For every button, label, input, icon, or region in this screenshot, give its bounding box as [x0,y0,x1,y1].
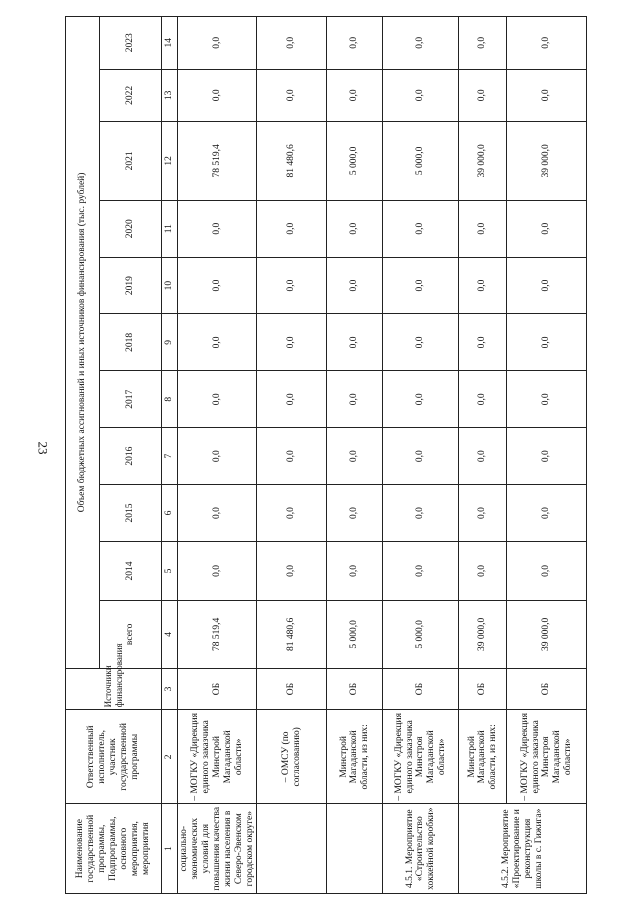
budget-table [65,16,587,894]
header-budget-title: Объем бюджетных ассигнований и иных источников финансирования (тыс. рублей) [66,17,100,669]
header-year: 2020 [100,200,162,257]
row-value: 0,0 [383,314,459,371]
header-year: 2017 [100,371,162,428]
row-name: 4.5.2. Мероприятие «Проектирование и реконструкция школы в с. Гижига» [459,804,587,894]
table-row [178,17,257,894]
row-value: 5 000,0 [383,600,459,668]
row-value: 0,0 [257,17,327,70]
row-value: 0,0 [178,257,257,314]
row-value: 81 480,6 [257,122,327,201]
row-value: 0,0 [507,541,587,600]
column-number: 5 [162,541,178,600]
header-year: 2014 [100,541,162,600]
header-executor: Ответственный исполнитель, участник государственной программы [66,710,162,804]
row-value: 0,0 [178,485,257,542]
row-source: ОБ [383,668,459,710]
header-year: 2022 [100,69,162,121]
row-name: 4.5.1. Мероприятие «Строительство хоккейной коробки» [383,804,459,894]
row-value: 0,0 [257,257,327,314]
row-value: 0,0 [507,314,587,371]
row-executor: Минстрой Магаданской области, из них: [459,710,507,804]
row-value: 0,0 [178,541,257,600]
row-value: 39 000,0 [459,122,507,201]
row-value: 0,0 [327,485,383,542]
row-value: 0,0 [507,17,587,70]
row-value: 5 000,0 [383,122,459,201]
column-number: 6 [162,485,178,542]
row-value: 0,0 [459,371,507,428]
row-value: 39 000,0 [507,600,587,668]
column-number: 13 [162,69,178,121]
row-value: 0,0 [507,200,587,257]
row-value: 0,0 [327,257,383,314]
row-value: 0,0 [459,69,507,121]
row-name [327,804,383,894]
row-value: 0,0 [383,17,459,70]
row-value: 0,0 [178,371,257,428]
row-executor: – МОГКУ «Дирекция единого заказчика Минстроя Магаданской области» [507,710,587,804]
row-executor: – ОМСУ (по согласованию) [257,710,327,804]
column-number: 7 [162,428,178,485]
row-source: ОБ [327,668,383,710]
row-value: 78 519,4 [178,122,257,201]
header-row-title [66,17,100,894]
table-row [383,17,459,894]
row-value: 39 000,0 [507,122,587,201]
row-value: 0,0 [257,314,327,371]
row-value: 0,0 [257,69,327,121]
row-value: 0,0 [383,69,459,121]
row-value: 0,0 [459,17,507,70]
row-value: 0,0 [327,371,383,428]
header-year: 2019 [100,257,162,314]
column-number: 8 [162,371,178,428]
column-number: 11 [162,200,178,257]
row-value: 0,0 [327,17,383,70]
header-year: 2015 [100,485,162,542]
row-value: 0,0 [459,314,507,371]
column-number: 1 [162,804,178,894]
header-source: Источники финансирования [66,668,162,710]
row-value: 0,0 [257,428,327,485]
row-value: 0,0 [327,428,383,485]
header-year: 2023 [100,17,162,70]
row-value: 0,0 [257,541,327,600]
table-row [507,17,587,894]
row-value: 0,0 [327,200,383,257]
row-value: 0,0 [257,371,327,428]
row-value: 0,0 [507,485,587,542]
row-executor: – МОГКУ «Дирекция единого заказчика Минстроя Магаданской области» [383,710,459,804]
row-value: 0,0 [178,314,257,371]
row-value: 0,0 [459,428,507,485]
table-row [327,17,383,894]
row-value: 0,0 [459,200,507,257]
row-value: 0,0 [383,485,459,542]
header-name: Наименование государственной программы, Подпрограммы, основного мероприятия, мероприятия [66,804,162,894]
row-value: 0,0 [327,541,383,600]
column-number: 3 [162,668,178,710]
row-value: 0,0 [459,541,507,600]
row-source: ОБ [257,668,327,710]
column-number: 14 [162,17,178,70]
row-value: 78 519,4 [178,600,257,668]
row-value: 0,0 [383,541,459,600]
row-executor: Минстрой Магаданской области, из них: [327,710,383,804]
row-value: 0,0 [178,200,257,257]
header-row-numbers [162,17,178,894]
row-name [257,804,327,894]
row-source: ОБ [178,668,257,710]
header-year: всего [100,600,162,668]
column-number: 9 [162,314,178,371]
table-row [257,17,327,894]
row-value: 0,0 [507,371,587,428]
column-number: 10 [162,257,178,314]
row-value: 0,0 [383,428,459,485]
row-value: 0,0 [459,485,507,542]
row-value: 0,0 [507,428,587,485]
row-value: 39 000,0 [459,600,507,668]
row-value: 5 000,0 [327,122,383,201]
column-number: 4 [162,600,178,668]
column-number: 12 [162,122,178,201]
row-value: 0,0 [383,371,459,428]
column-number: 2 [162,710,178,804]
row-value: 0,0 [178,428,257,485]
row-source: ОБ [459,668,507,710]
page-number: 23 [35,441,51,455]
row-value: 0,0 [257,485,327,542]
row-value: 0,0 [178,17,257,70]
row-value: 0,0 [178,69,257,121]
row-value: 0,0 [257,200,327,257]
row-value: 0,0 [507,257,587,314]
row-value: 5 000,0 [327,600,383,668]
header-year: 2021 [100,122,162,201]
row-value: 0,0 [459,257,507,314]
row-value: 0,0 [327,69,383,121]
rotated-table-container [65,16,585,894]
row-value: 0,0 [383,257,459,314]
row-value: 0,0 [383,200,459,257]
row-value: 0,0 [327,314,383,371]
header-year: 2016 [100,428,162,485]
row-value: 81 480,6 [257,600,327,668]
row-executor: – МОГКУ «Дирекция единого заказчика Минстрой Магаданской области» [178,710,257,804]
row-value: 0,0 [507,69,587,121]
header-year: 2018 [100,314,162,371]
row-name: социально-экономических условий для повышения качества жизни населения в Северо-Эвенском городском округе» [178,804,257,894]
table-row [459,17,507,894]
row-source: ОБ [507,668,587,710]
